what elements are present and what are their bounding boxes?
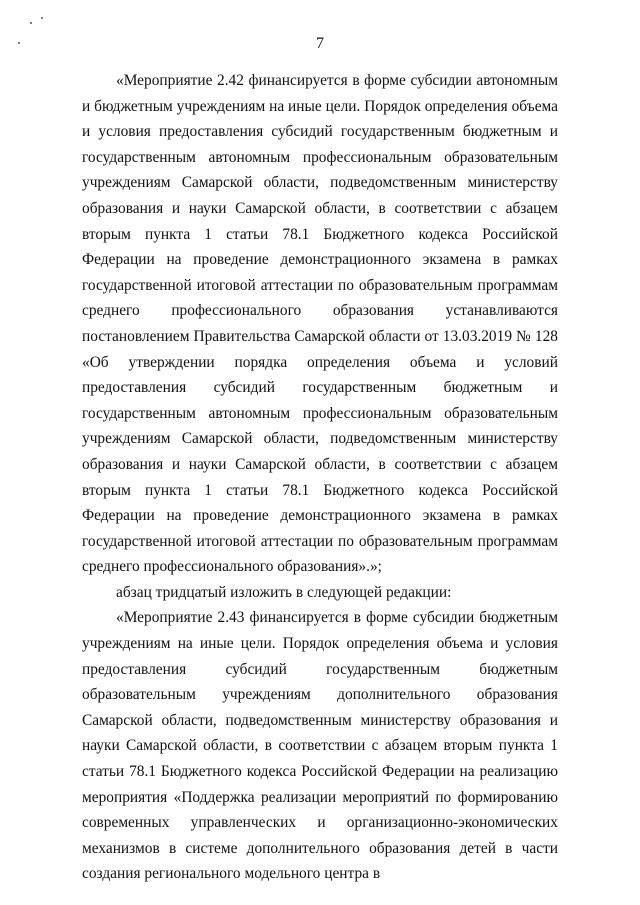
paragraph-amendment-instruction: абзац тридцатый изложить в следующей редакции: [116, 583, 452, 601]
paragraph-measure-2-43: «Мероприятие 2.43 финансируется в форме субсидии бюджетным учреждениям на иные цели. Порядок определения объема и условия предоставления субсидий государственным бюджетным образовательным учреждениям дополнительного образования Самарской области, подведомственным министерству образования и науки Самарской области, в соответствии с абзацем вторым пункта 1 статьи 78.1 Бюджетного кодекса Российской Федерации на реализацию мероприятия «Поддержка реализации мероприятий по формированию современных управленческих и организационно-экономических механизмов в системе дополнительного образования детей в части создания регионального модельного центра в [82, 609, 558, 883]
scan-speck [41, 17, 43, 19]
page-number: 7 [316, 35, 324, 52]
scan-speck [30, 22, 32, 24]
document-body [82, 68, 558, 887]
paragraph-measure-2-42: «Мероприятие 2.42 финансируется в форме субсидии автономным и бюджетным учреждениям на иные цели. Порядок определения объема и условия предоставления субсидий государственным бюджетным и государственным автономным профессиональным образовательным учреждениям Самарской области, подведомственным министерству образования и науки Самарской области, в соответствии с абзацем вторым пункта 1 статьи 78.1 Бюджетного кодекса Российской Федерации на проведение демонстрационного экзамена в рамках государственной итоговой аттестации по образовательным программам среднего профессионального образования устанавливаются постановлением Правительства Самарской области от 13.03.2019 № 128 «Об утверждении порядка определения объема и условий предоставления субсидий государственным бюджетным и государственным автономным профессиональным образовательным учреждениям Самарской области, подведомственным министерству образования и науки Самарской области, в соответствии с абзацем вторым пункта 1 статьи 78.1 Бюджетного кодекса Российской Федерации на проведение демонстрационного экзамена в рамках государственной итоговой аттестации по образовательным программам среднего профессионального образования».»; [82, 72, 558, 576]
